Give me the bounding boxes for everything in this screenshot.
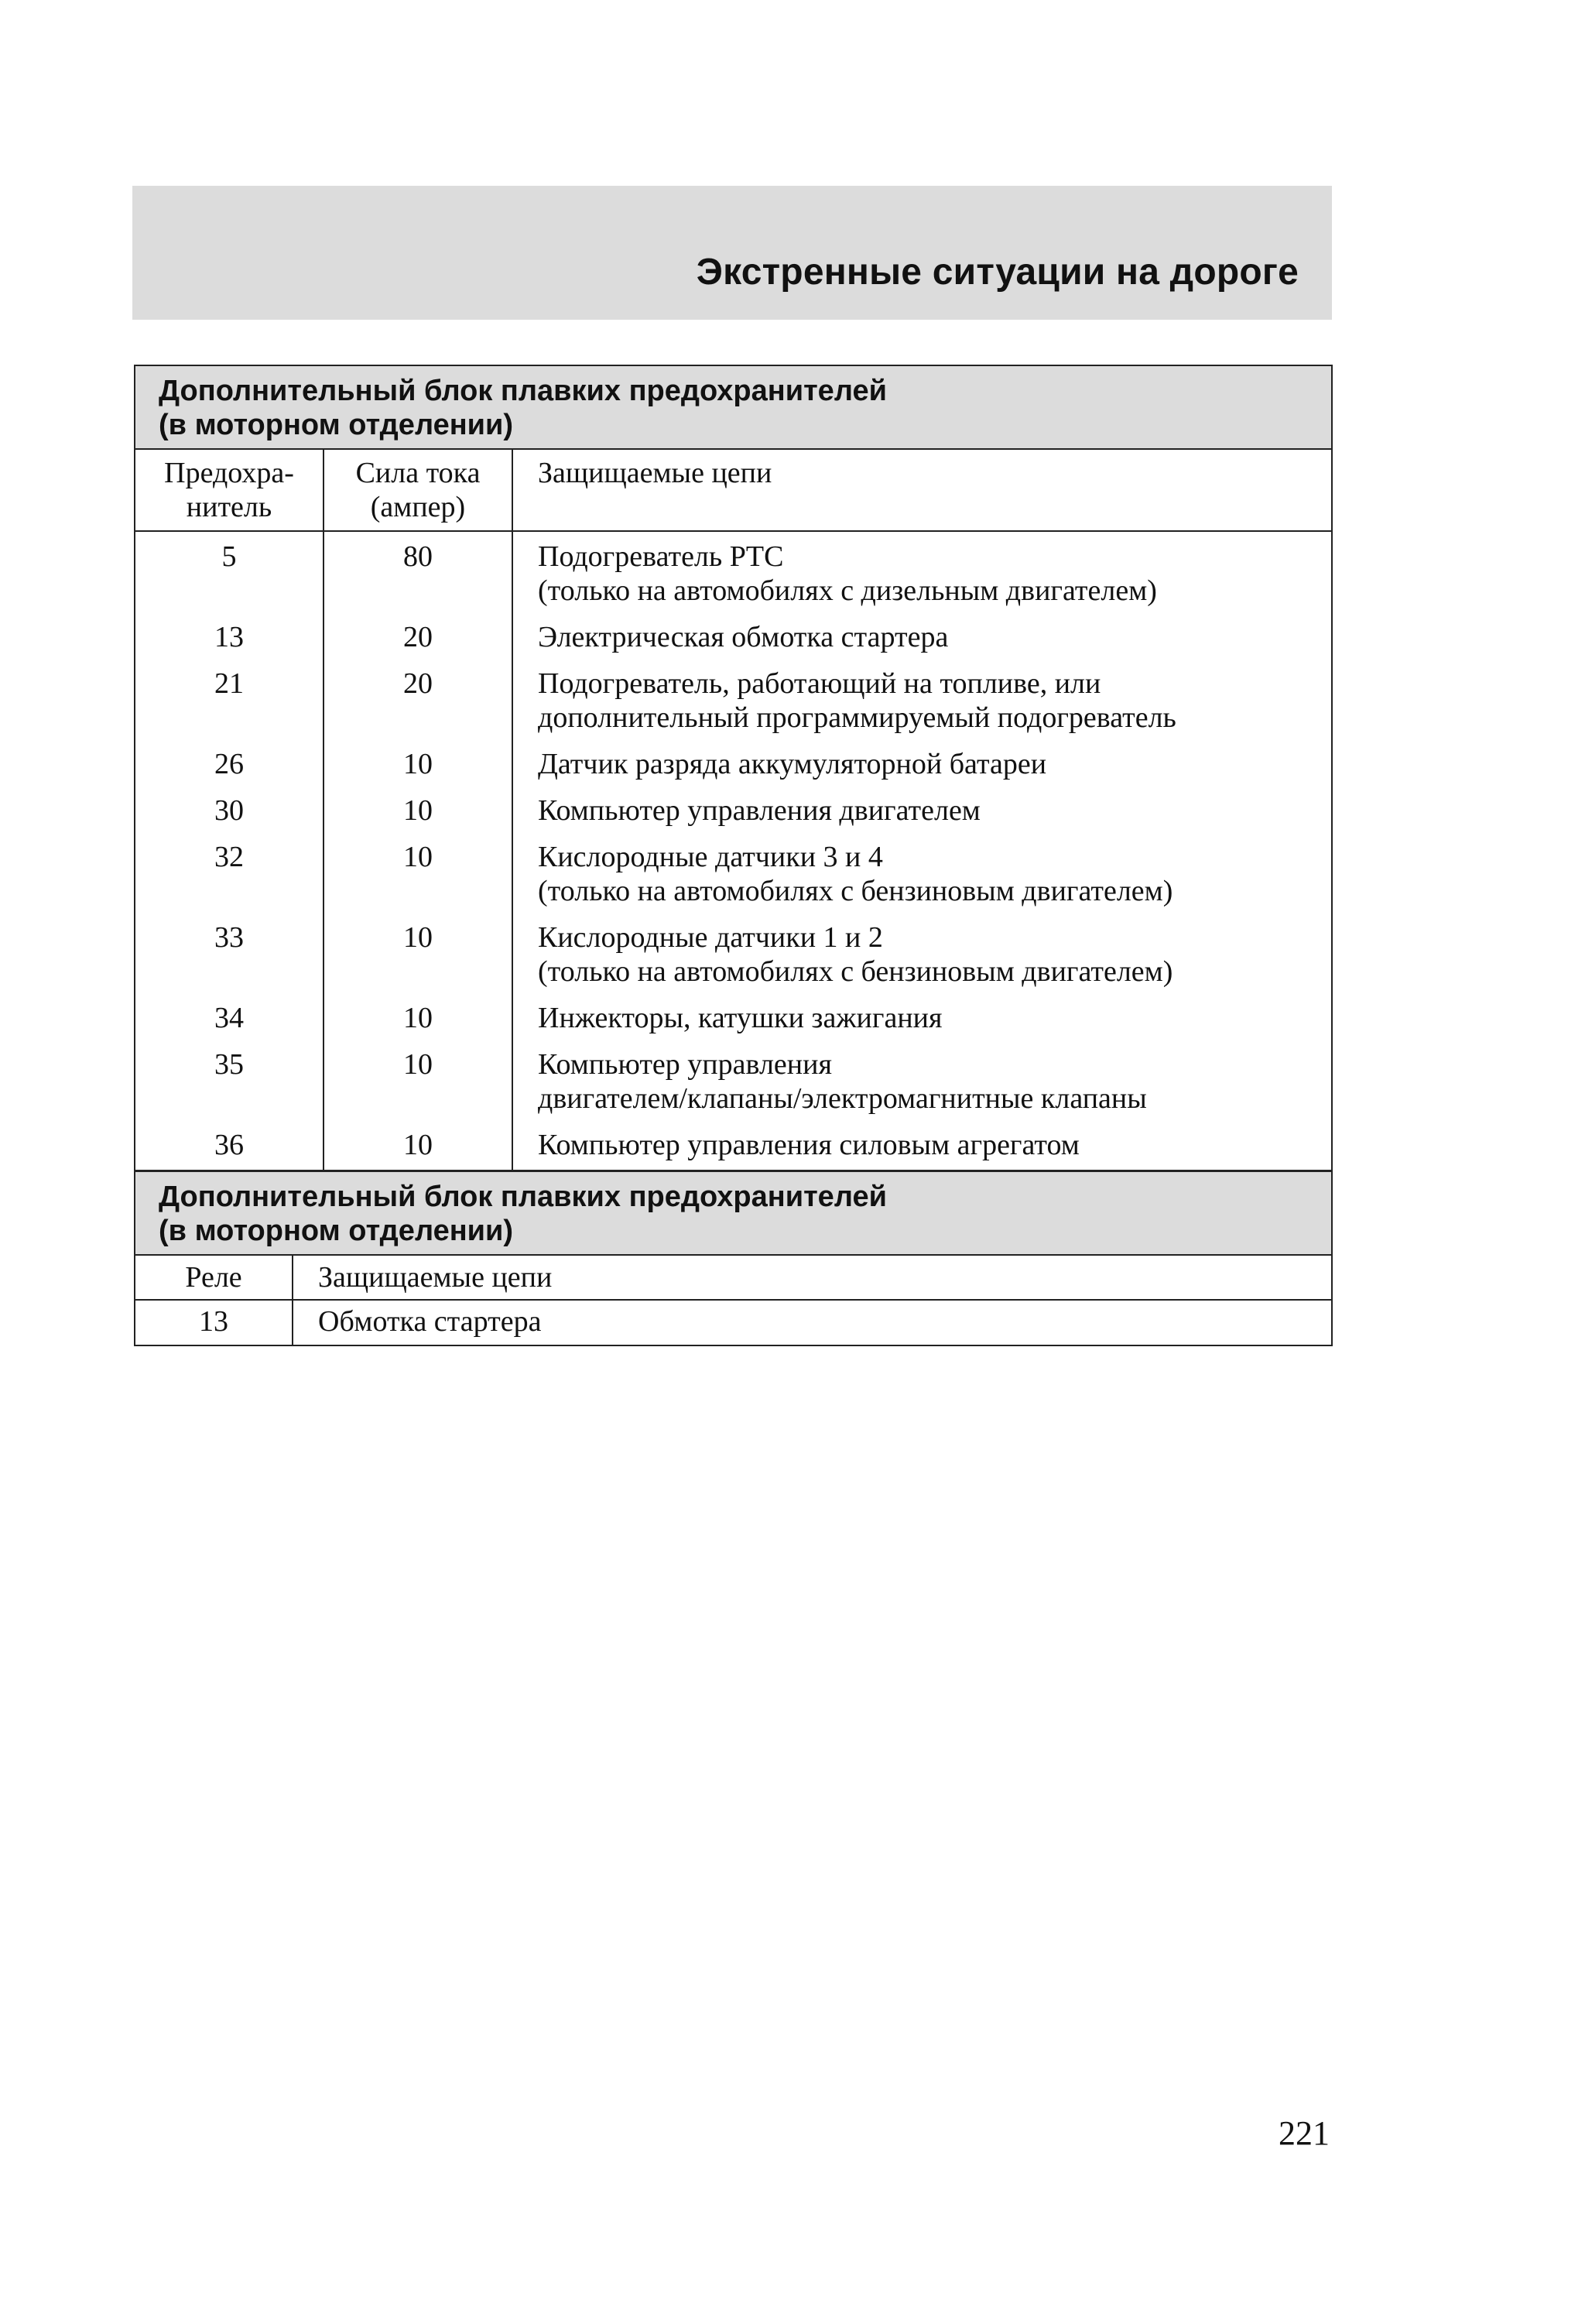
fuse-table-header-row [135, 449, 1332, 531]
fuse-circuit-line1: Компьютер управления силовым агрегатом [538, 1129, 1080, 1161]
fuse-circuit [512, 790, 1332, 836]
fuse-number: 36 [135, 1124, 324, 1171]
fuse-number: 34 [135, 997, 324, 1044]
fuse-circuit-line1: Датчик разряда аккумуляторной батареи [538, 748, 1047, 780]
fuse-number: 32 [135, 836, 324, 917]
fuse-circuit [512, 917, 1332, 997]
relay-table-title-line1: Дополнительный блок плавких предохранителей [159, 1181, 887, 1213]
column-header-amps [324, 449, 512, 531]
fuse-circuit-line1: Подогреватель PTC [538, 540, 784, 573]
relay-number: 13 [135, 1300, 293, 1345]
fuse-table [134, 365, 1333, 1171]
fuse-circuit [512, 1044, 1332, 1124]
fuse-table-title-line1: Дополнительный блок плавких предохранителей [159, 375, 887, 407]
column-header-fuse-line1: Предохра- [164, 457, 294, 489]
table-row [135, 1124, 1332, 1171]
relay-table [134, 1171, 1333, 1346]
fuse-amps: 20 [324, 663, 512, 743]
fuse-number: 13 [135, 616, 324, 663]
fuse-amps: 10 [324, 1124, 512, 1171]
column-header-relay-circuits: Защищаемые цепи [293, 1255, 1332, 1300]
fuse-amps: 10 [324, 790, 512, 836]
fuse-circuit [512, 836, 1332, 917]
relay-table-title-row [135, 1171, 1332, 1255]
fuse-number: 30 [135, 790, 324, 836]
fuse-table-title-row [135, 365, 1332, 449]
fuse-amps: 10 [324, 997, 512, 1044]
header-band [132, 186, 1332, 320]
fuse-amps: 10 [324, 917, 512, 997]
table-row [135, 531, 1332, 616]
fuse-number: 21 [135, 663, 324, 743]
fuse-circuit [512, 743, 1332, 790]
fuse-circuit-line2: (только на автомобилях с дизельным двигателем) [538, 574, 1157, 607]
fuse-circuit-line2: (только на автомобилях с бензиновым двигателем) [538, 955, 1173, 988]
fuse-circuit-line1: Кислородные датчики 1 и 2 [538, 921, 883, 954]
relay-table-title-line2: (в моторном отделении) [159, 1215, 514, 1247]
table-row [135, 917, 1332, 997]
fuse-amps: 10 [324, 743, 512, 790]
fuse-circuit [512, 997, 1332, 1044]
relay-circuit: Обмотка стартера [318, 1305, 542, 1338]
fuse-amps: 80 [324, 531, 512, 616]
column-header-amps-line2: (ампер) [370, 491, 466, 523]
fuse-circuit [512, 1124, 1332, 1171]
page-title: Экстренные ситуации на дороге [696, 252, 1299, 293]
fuse-circuit-line1: Инжекторы, катушки зажигания [538, 1002, 943, 1034]
column-header-amps-line1: Сила тока [355, 457, 481, 489]
table-row [135, 836, 1332, 917]
fuse-circuit [512, 531, 1332, 616]
relay-table-header-row [135, 1255, 1332, 1300]
table-row [135, 743, 1332, 790]
relay-table-title [135, 1171, 1332, 1255]
fuse-circuit-line1: Кислородные датчики 3 и 4 [538, 841, 883, 873]
table-row [135, 790, 1332, 836]
table-row [135, 663, 1332, 743]
fuse-circuit-line2: двигателем/клапаны/электромагнитные клапаны [538, 1082, 1147, 1115]
fuse-circuit-line2: дополнительный программируемый подогреватель [538, 701, 1176, 734]
column-header-relay: Реле [135, 1255, 293, 1300]
fuse-table-title [135, 365, 1332, 449]
column-header-fuse-line2: нитель [186, 491, 272, 523]
fuse-amps: 20 [324, 616, 512, 663]
page-number: 221 [1279, 2114, 1330, 2152]
fuse-circuit-line1: Электрическая обмотка стартера [538, 621, 949, 653]
fuse-amps: 10 [324, 836, 512, 917]
fuse-table-title-line2: (в моторном отделении) [159, 409, 514, 441]
fuse-amps: 10 [324, 1044, 512, 1124]
table-row [135, 997, 1332, 1044]
fuse-number: 5 [135, 531, 324, 616]
fuse-number: 26 [135, 743, 324, 790]
fuse-circuit-line1: Подогреватель, работающий на топливе, или [538, 667, 1101, 700]
column-header-circuits: Защищаемые цепи [512, 449, 1332, 531]
column-header-fuse [135, 449, 324, 531]
fuse-circuit [512, 616, 1332, 663]
table-row [135, 616, 1332, 663]
fuse-number: 35 [135, 1044, 324, 1124]
fuse-number: 33 [135, 917, 324, 997]
fuse-circuit-line1: Компьютер управления [538, 1048, 832, 1081]
fuse-circuit-line1: Компьютер управления двигателем [538, 794, 981, 827]
table-row [135, 1300, 1332, 1345]
fuse-circuit [512, 663, 1332, 743]
fuse-circuit-line2: (только на автомобилях с бензиновым двигателем) [538, 875, 1173, 907]
table-row [135, 1044, 1332, 1124]
